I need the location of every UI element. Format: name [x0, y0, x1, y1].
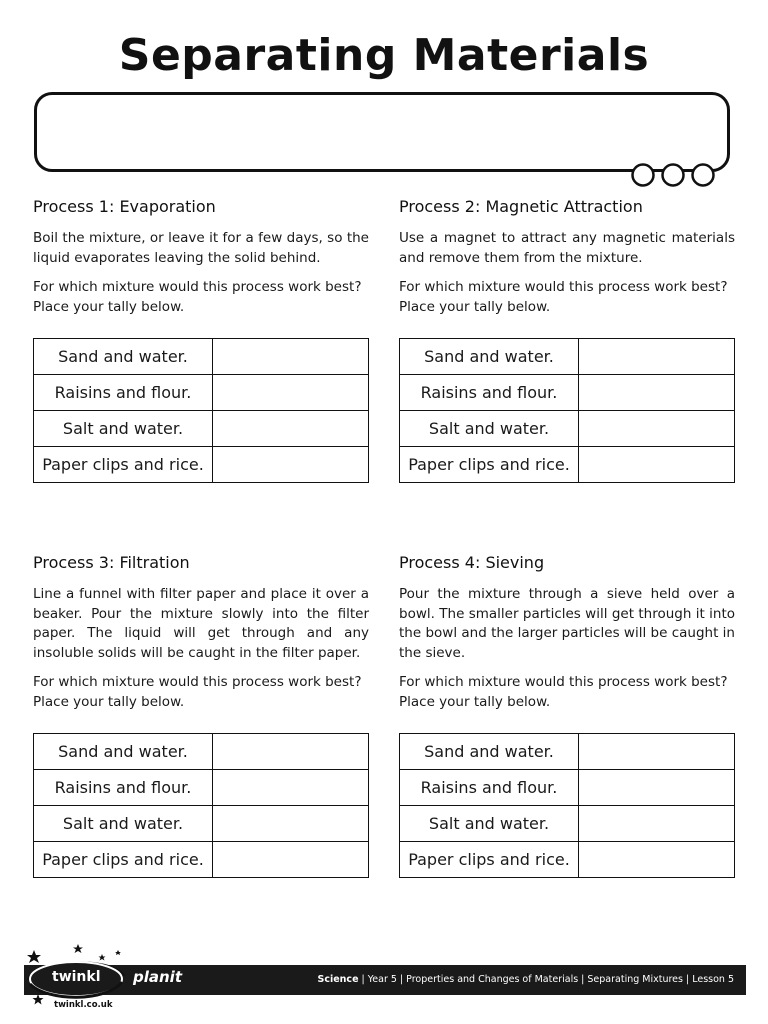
- mixture-label: Salt and water.: [400, 806, 579, 842]
- process-description: Use a magnet to attract any magnetic materials and remove them from the mixture.: [399, 230, 735, 266]
- planit-logo-text: planit: [133, 968, 182, 986]
- process-2-section: [399, 195, 735, 317]
- name-box[interactable]: [34, 92, 730, 172]
- mixture-label: Sand and water.: [34, 734, 213, 770]
- table-row: [34, 447, 369, 483]
- mixture-label: Paper clips and rice.: [34, 447, 213, 483]
- mixture-label: Raisins and flour.: [400, 375, 579, 411]
- table-row: [34, 734, 369, 770]
- tally-cell[interactable]: [579, 411, 735, 447]
- table-row: [34, 842, 369, 878]
- tally-cell[interactable]: [213, 411, 369, 447]
- mixture-label: Raisins and flour.: [400, 770, 579, 806]
- table-row: [400, 806, 735, 842]
- process-heading: Process 1: Evaporation: [33, 197, 216, 216]
- tally-cell[interactable]: [213, 770, 369, 806]
- mixture-label: Raisins and flour.: [34, 770, 213, 806]
- process-description: Pour the mixture through a sieve held over a bowl. The smaller particles will get through it into the bowl and the larger particles will be caught in the sieve.: [399, 586, 735, 661]
- process-question: For which mixture would this process work best? Place your tally below.: [399, 674, 728, 710]
- tally-cell[interactable]: [579, 339, 735, 375]
- table-row: [400, 842, 735, 878]
- mixture-label: Paper clips and rice.: [400, 447, 579, 483]
- process-heading: Process 4: Sieving: [399, 553, 545, 572]
- table-row: [400, 375, 735, 411]
- mixture-label: Salt and water.: [34, 806, 213, 842]
- process-question: For which mixture would this process work best? Place your tally below.: [399, 279, 728, 315]
- mixture-label: Sand and water.: [34, 339, 213, 375]
- process-question: For which mixture would this process work best? Place your tally below.: [33, 674, 362, 710]
- page-title: Separating Materials: [118, 30, 650, 81]
- process-description: Line a funnel with filter paper and place it over a beaker. Pour the mixture slowly into the filter paper. The liquid will get through and any insoluble solids will be caught in the filter paper.: [33, 586, 369, 661]
- process-description: Boil the mixture, or leave it for a few days, so the liquid evaporates leaving the solid behind.: [33, 230, 369, 266]
- mixture-label: Salt and water.: [34, 411, 213, 447]
- tally-cell[interactable]: [579, 770, 735, 806]
- twinkl-logo-text: twinkl: [52, 969, 101, 985]
- process-3-section: [33, 551, 369, 712]
- process-4-tally-table: [399, 733, 735, 878]
- tally-cell[interactable]: [213, 806, 369, 842]
- process-4-section: [399, 551, 735, 712]
- process-3-tally-table: [33, 733, 369, 878]
- process-heading: Process 3: Filtration: [33, 553, 190, 572]
- table-row: [400, 447, 735, 483]
- table-row: [400, 411, 735, 447]
- table-row: [400, 339, 735, 375]
- process-question: For which mixture would this process work best? Place your tally below.: [33, 279, 362, 315]
- table-row: [34, 375, 369, 411]
- tally-cell[interactable]: [579, 734, 735, 770]
- mixture-label: Raisins and flour.: [34, 375, 213, 411]
- tally-cell[interactable]: [213, 375, 369, 411]
- footer-path: | Year 5 | Properties and Changes of Materials | Separating Mixtures | Lesson 5: [358, 974, 734, 985]
- footer-subject: Science: [317, 974, 359, 985]
- mixture-label: Sand and water.: [400, 339, 579, 375]
- tally-cell[interactable]: [579, 806, 735, 842]
- tally-cell[interactable]: [213, 339, 369, 375]
- process-1-section: [33, 195, 369, 317]
- table-row: [400, 734, 735, 770]
- mixture-label: Paper clips and rice.: [400, 842, 579, 878]
- table-row: [34, 770, 369, 806]
- tally-cell[interactable]: [579, 375, 735, 411]
- table-row: [34, 806, 369, 842]
- tally-cell[interactable]: [213, 734, 369, 770]
- tally-cell[interactable]: [213, 842, 369, 878]
- footer-breadcrumb: [318, 965, 735, 995]
- tally-cell[interactable]: [579, 842, 735, 878]
- mixture-label: Paper clips and rice.: [34, 842, 213, 878]
- table-row: [34, 339, 369, 375]
- tally-cell[interactable]: [213, 447, 369, 483]
- table-row: [400, 770, 735, 806]
- mixture-label: Salt and water.: [400, 411, 579, 447]
- twinkl-url: twinkl.co.uk: [54, 1000, 113, 1010]
- tally-cell[interactable]: [579, 447, 735, 483]
- process-1-tally-table: [33, 338, 369, 483]
- mixture-label: Sand and water.: [400, 734, 579, 770]
- table-row: [34, 411, 369, 447]
- process-heading: Process 2: Magnetic Attraction: [399, 197, 643, 216]
- process-2-tally-table: [399, 338, 735, 483]
- decorative-circles: [630, 162, 716, 188]
